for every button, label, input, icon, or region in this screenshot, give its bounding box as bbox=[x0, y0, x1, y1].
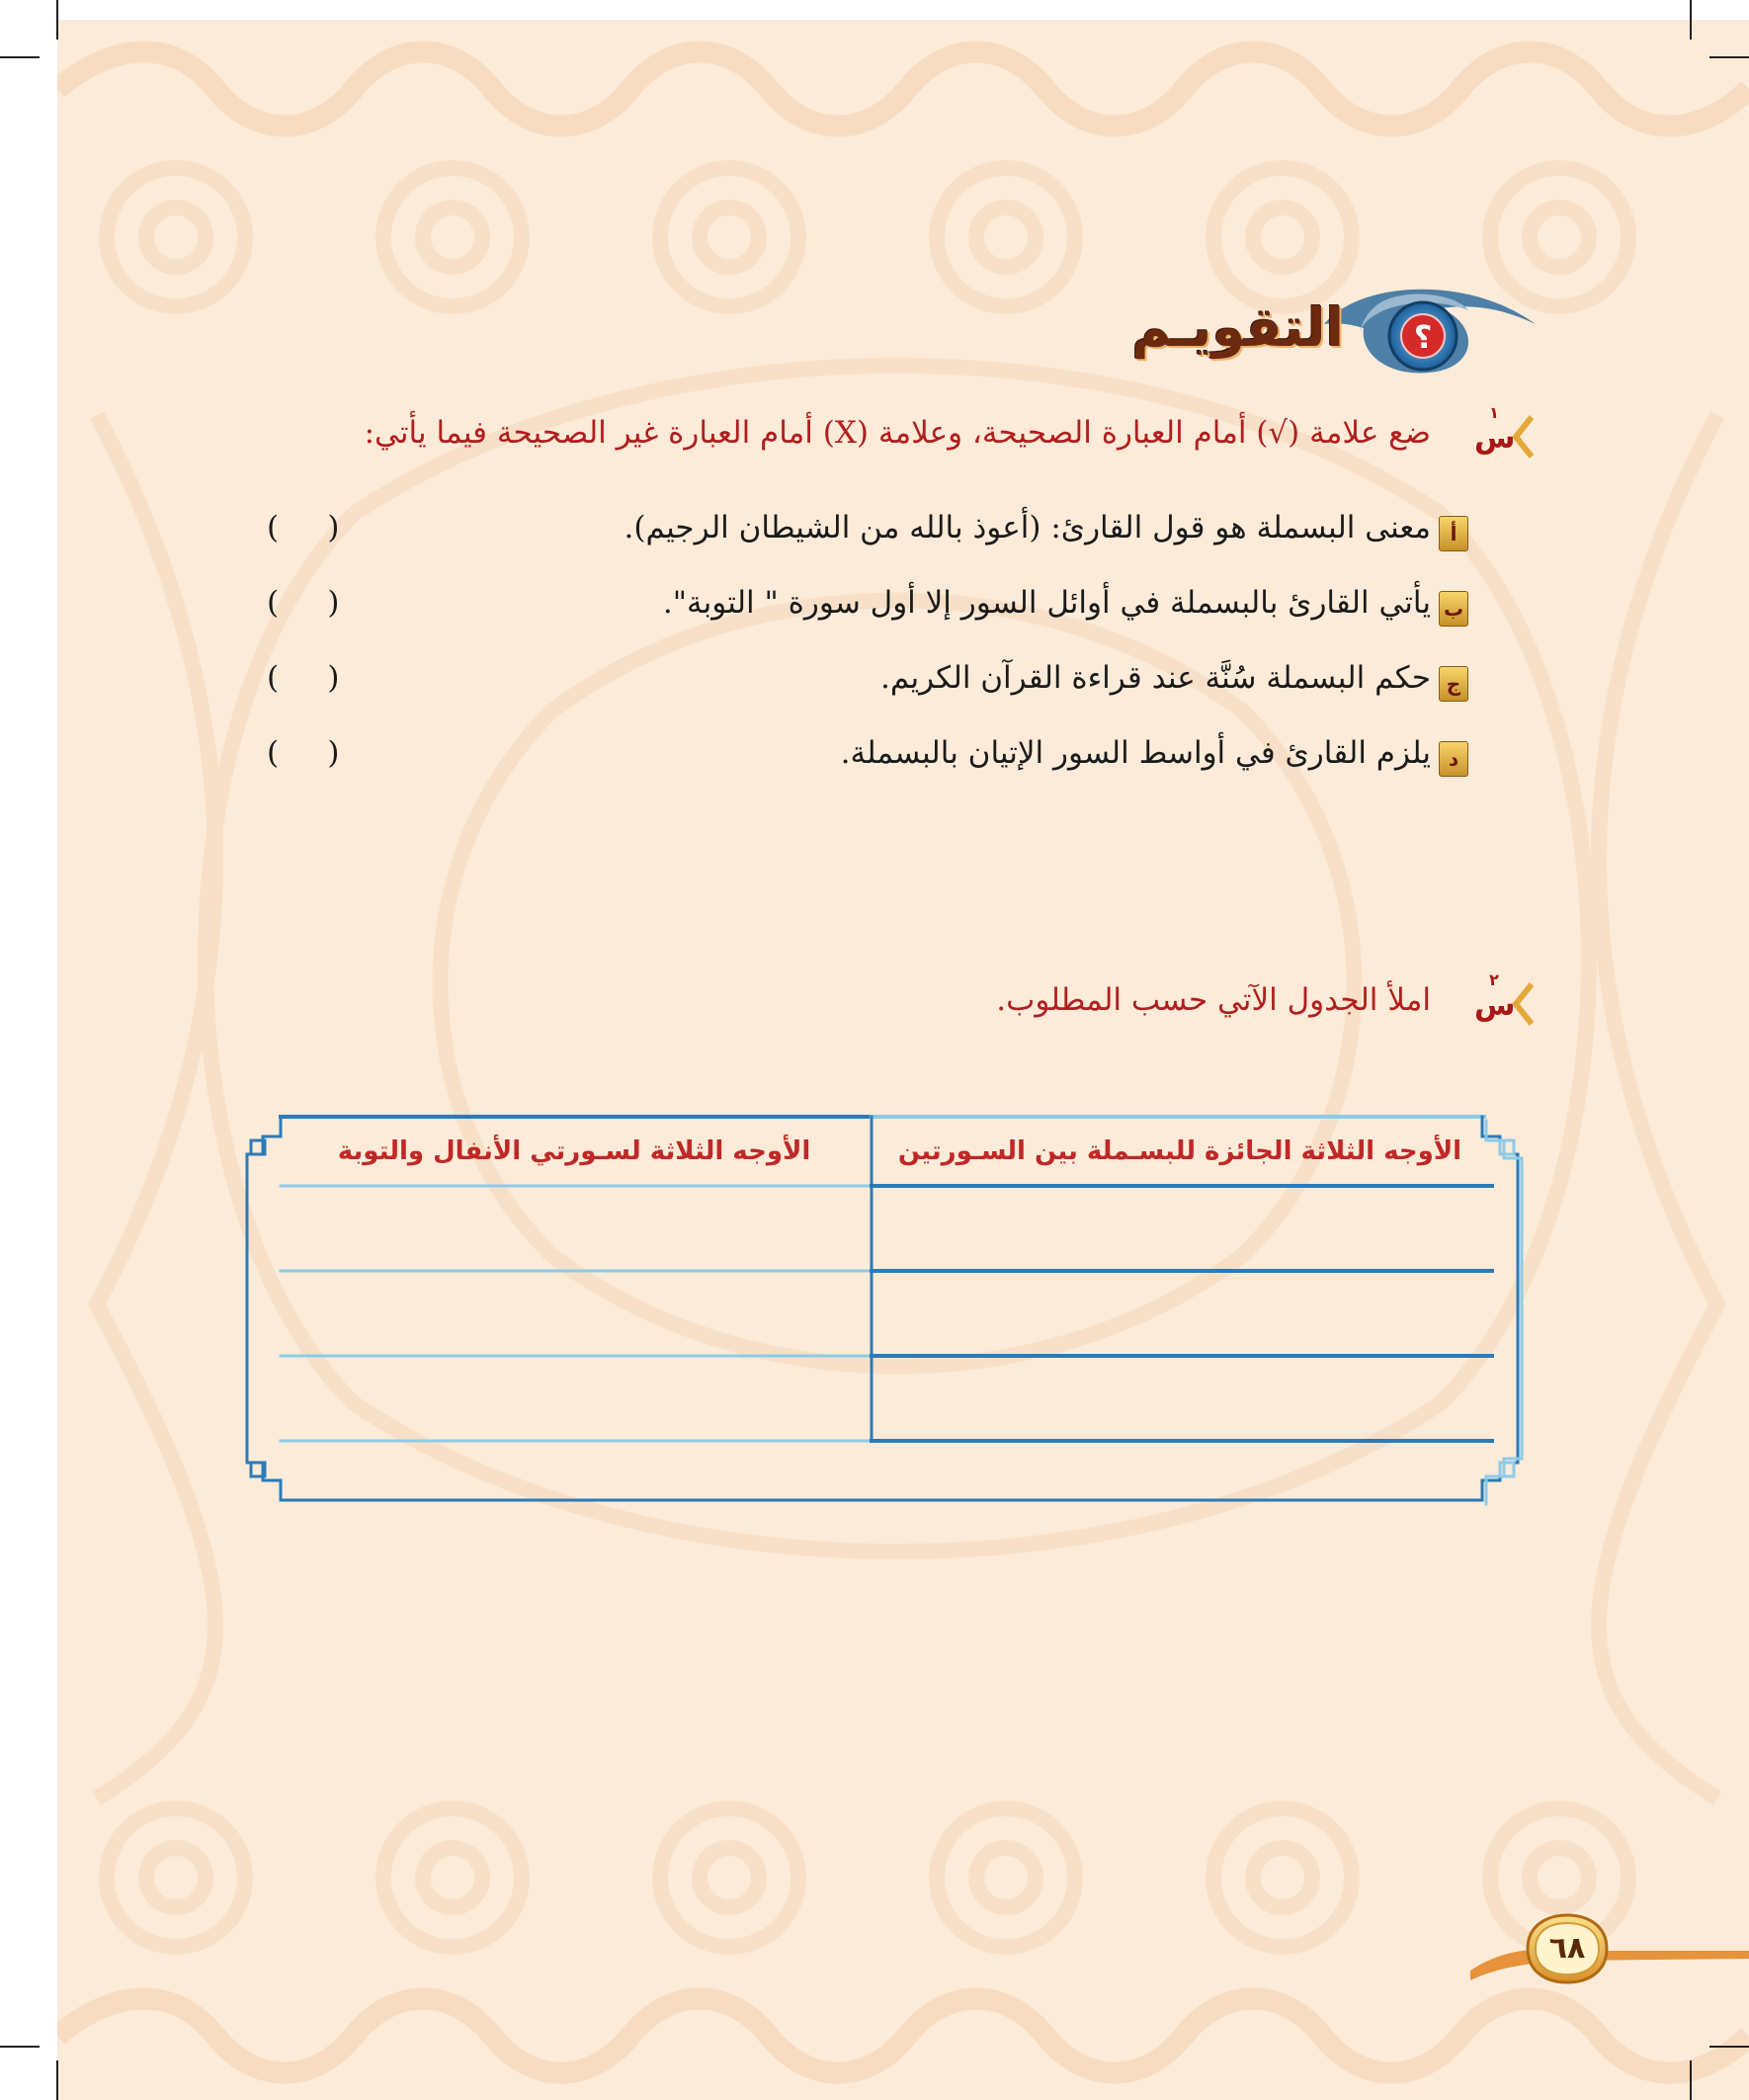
statement-letter: ب bbox=[1439, 591, 1468, 627]
statement-text: حكم البسملة سُنَّة عند قراءة القرآن الكريم. bbox=[880, 660, 1431, 696]
statement-letter: ج bbox=[1439, 666, 1468, 702]
question-letter: س bbox=[1474, 988, 1516, 1023]
table-cell[interactable] bbox=[283, 1273, 868, 1352]
statement-letter: أ bbox=[1439, 516, 1468, 551]
chevron-left-icon bbox=[1510, 982, 1536, 1026]
emblem-symbol: ؟ bbox=[1413, 318, 1433, 356]
statement-text: يأتي القارئ بالبسملة في أوائل السور إلا أول سورة " التوبة". bbox=[662, 585, 1431, 621]
chevron-left-icon bbox=[1510, 415, 1536, 459]
question-2-badge bbox=[1474, 970, 1532, 1032]
table-cell[interactable] bbox=[874, 1273, 1486, 1352]
page-number-ornament bbox=[1470, 1911, 1749, 1990]
statement-text: معنى البسملة هو قول القارئ: (أعوذ بالله من الشيطان الرجيم). bbox=[624, 510, 1431, 546]
page-number-badge bbox=[1470, 1911, 1749, 1990]
page-title: التقويـم bbox=[1131, 296, 1344, 359]
table-cell[interactable] bbox=[874, 1188, 1486, 1267]
question-1-badge bbox=[1474, 403, 1532, 464]
statement-row bbox=[257, 577, 1468, 640]
table-header-right: الأوجه الثلاثة الجائزة للبسـملة بين السـورتين bbox=[897, 1136, 1462, 1166]
statement-row bbox=[257, 502, 1468, 565]
table-header-left: الأوجه الثلاثة لسـورتي الأنفال والتوبة bbox=[337, 1136, 811, 1166]
question-number: ٢ bbox=[1489, 970, 1499, 989]
question-number: ١ bbox=[1489, 403, 1499, 422]
question-2-instruction: املأ الجدول الآتي حسب المطلوب. bbox=[996, 982, 1431, 1018]
statement-row bbox=[257, 727, 1468, 791]
statement-row bbox=[257, 652, 1468, 715]
answer-box[interactable]: ( ) bbox=[267, 735, 340, 771]
question-1-instruction: ضع علامة (√) أمام العبارة الصحيحة، وعلامة (X) أمام العبارة غير الصحيحة فيما يأتي: bbox=[364, 415, 1431, 451]
question-letter: س bbox=[1474, 421, 1516, 456]
answer-box[interactable]: ( ) bbox=[267, 660, 340, 696]
statement-text: يلزم القارئ في أواسط السور الإتيان بالبسملة. bbox=[840, 735, 1431, 771]
question-eye-icon bbox=[1320, 285, 1540, 376]
answer-box[interactable]: ( ) bbox=[267, 585, 340, 621]
statement-letter: د bbox=[1439, 741, 1468, 777]
table-cell[interactable] bbox=[283, 1188, 868, 1267]
table-cell[interactable] bbox=[283, 1358, 868, 1437]
page-number: ٦٨ bbox=[1548, 1931, 1586, 1966]
answer-box[interactable]: ( ) bbox=[267, 510, 340, 546]
table-cell[interactable] bbox=[874, 1358, 1486, 1437]
